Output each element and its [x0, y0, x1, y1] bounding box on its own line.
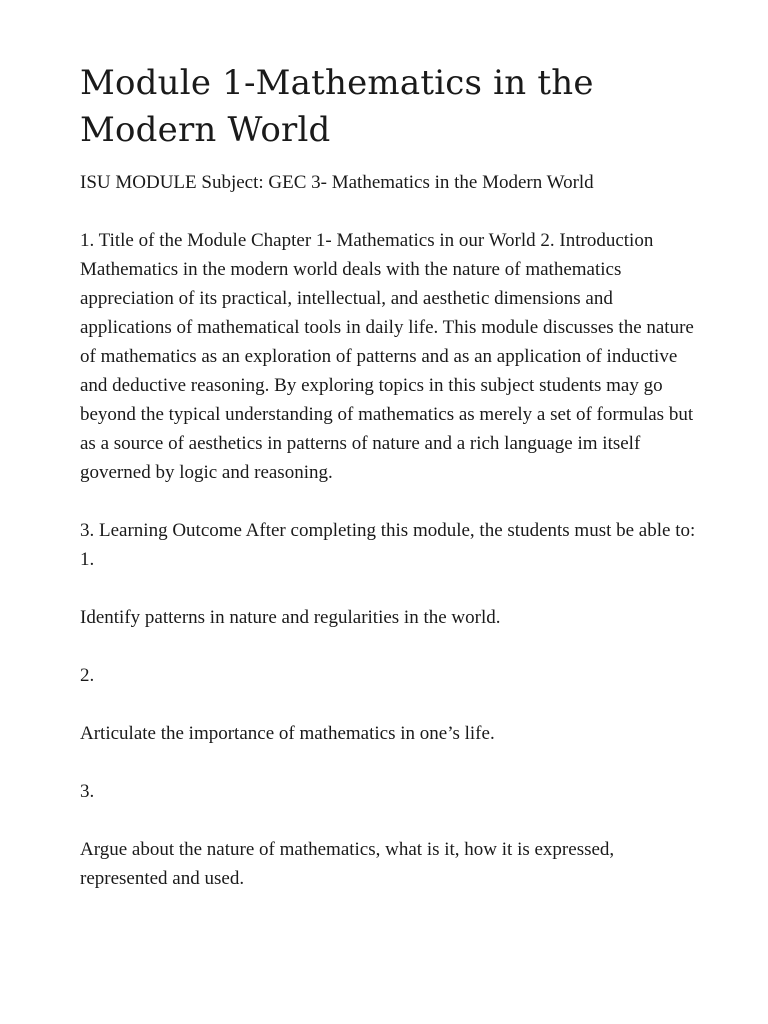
subject-line: ISU MODULE Subject: GEC 3- Mathematics in the Modern World: [80, 172, 594, 193]
outcome-number-3: 3.: [80, 781, 95, 802]
outcome-item-3: Argue about the nature of mathematics, what is it, how it is expressed, represented and used.: [80, 839, 615, 889]
outcome-number-2: 2.: [80, 665, 95, 686]
document-title: Module 1-Mathematics in the Modern World: [80, 63, 594, 150]
outcome-item-2: Articulate the importance of mathematics in one’s life.: [80, 723, 495, 744]
introduction-paragraph: 1. Title of the Module Chapter 1- Mathematics in our World 2. Introduction Mathematics in the modern world deals with the nature of mathematics appreciation of its practical, intellectual, and aesthetic dimensions and applications of mathematical tools in daily life. This module discusses the nature of mathematics as an exploration of patterns and as an application of inductive and deductive reasoning. By exploring topics in this subject students may go beyond the typical understanding of mathematics as merely a set of formulas but as a source of aesthetics in patterns of nature and a rich language im itself governed by logic and reasoning.: [80, 230, 694, 483]
learning-outcome-paragraph: 3. Learning Outcome After completing this module, the students must be able to: 1.: [80, 520, 696, 570]
outcome-item-1: Identify patterns in nature and regularities in the world.: [80, 607, 501, 628]
document-page: [80, 60, 700, 922]
